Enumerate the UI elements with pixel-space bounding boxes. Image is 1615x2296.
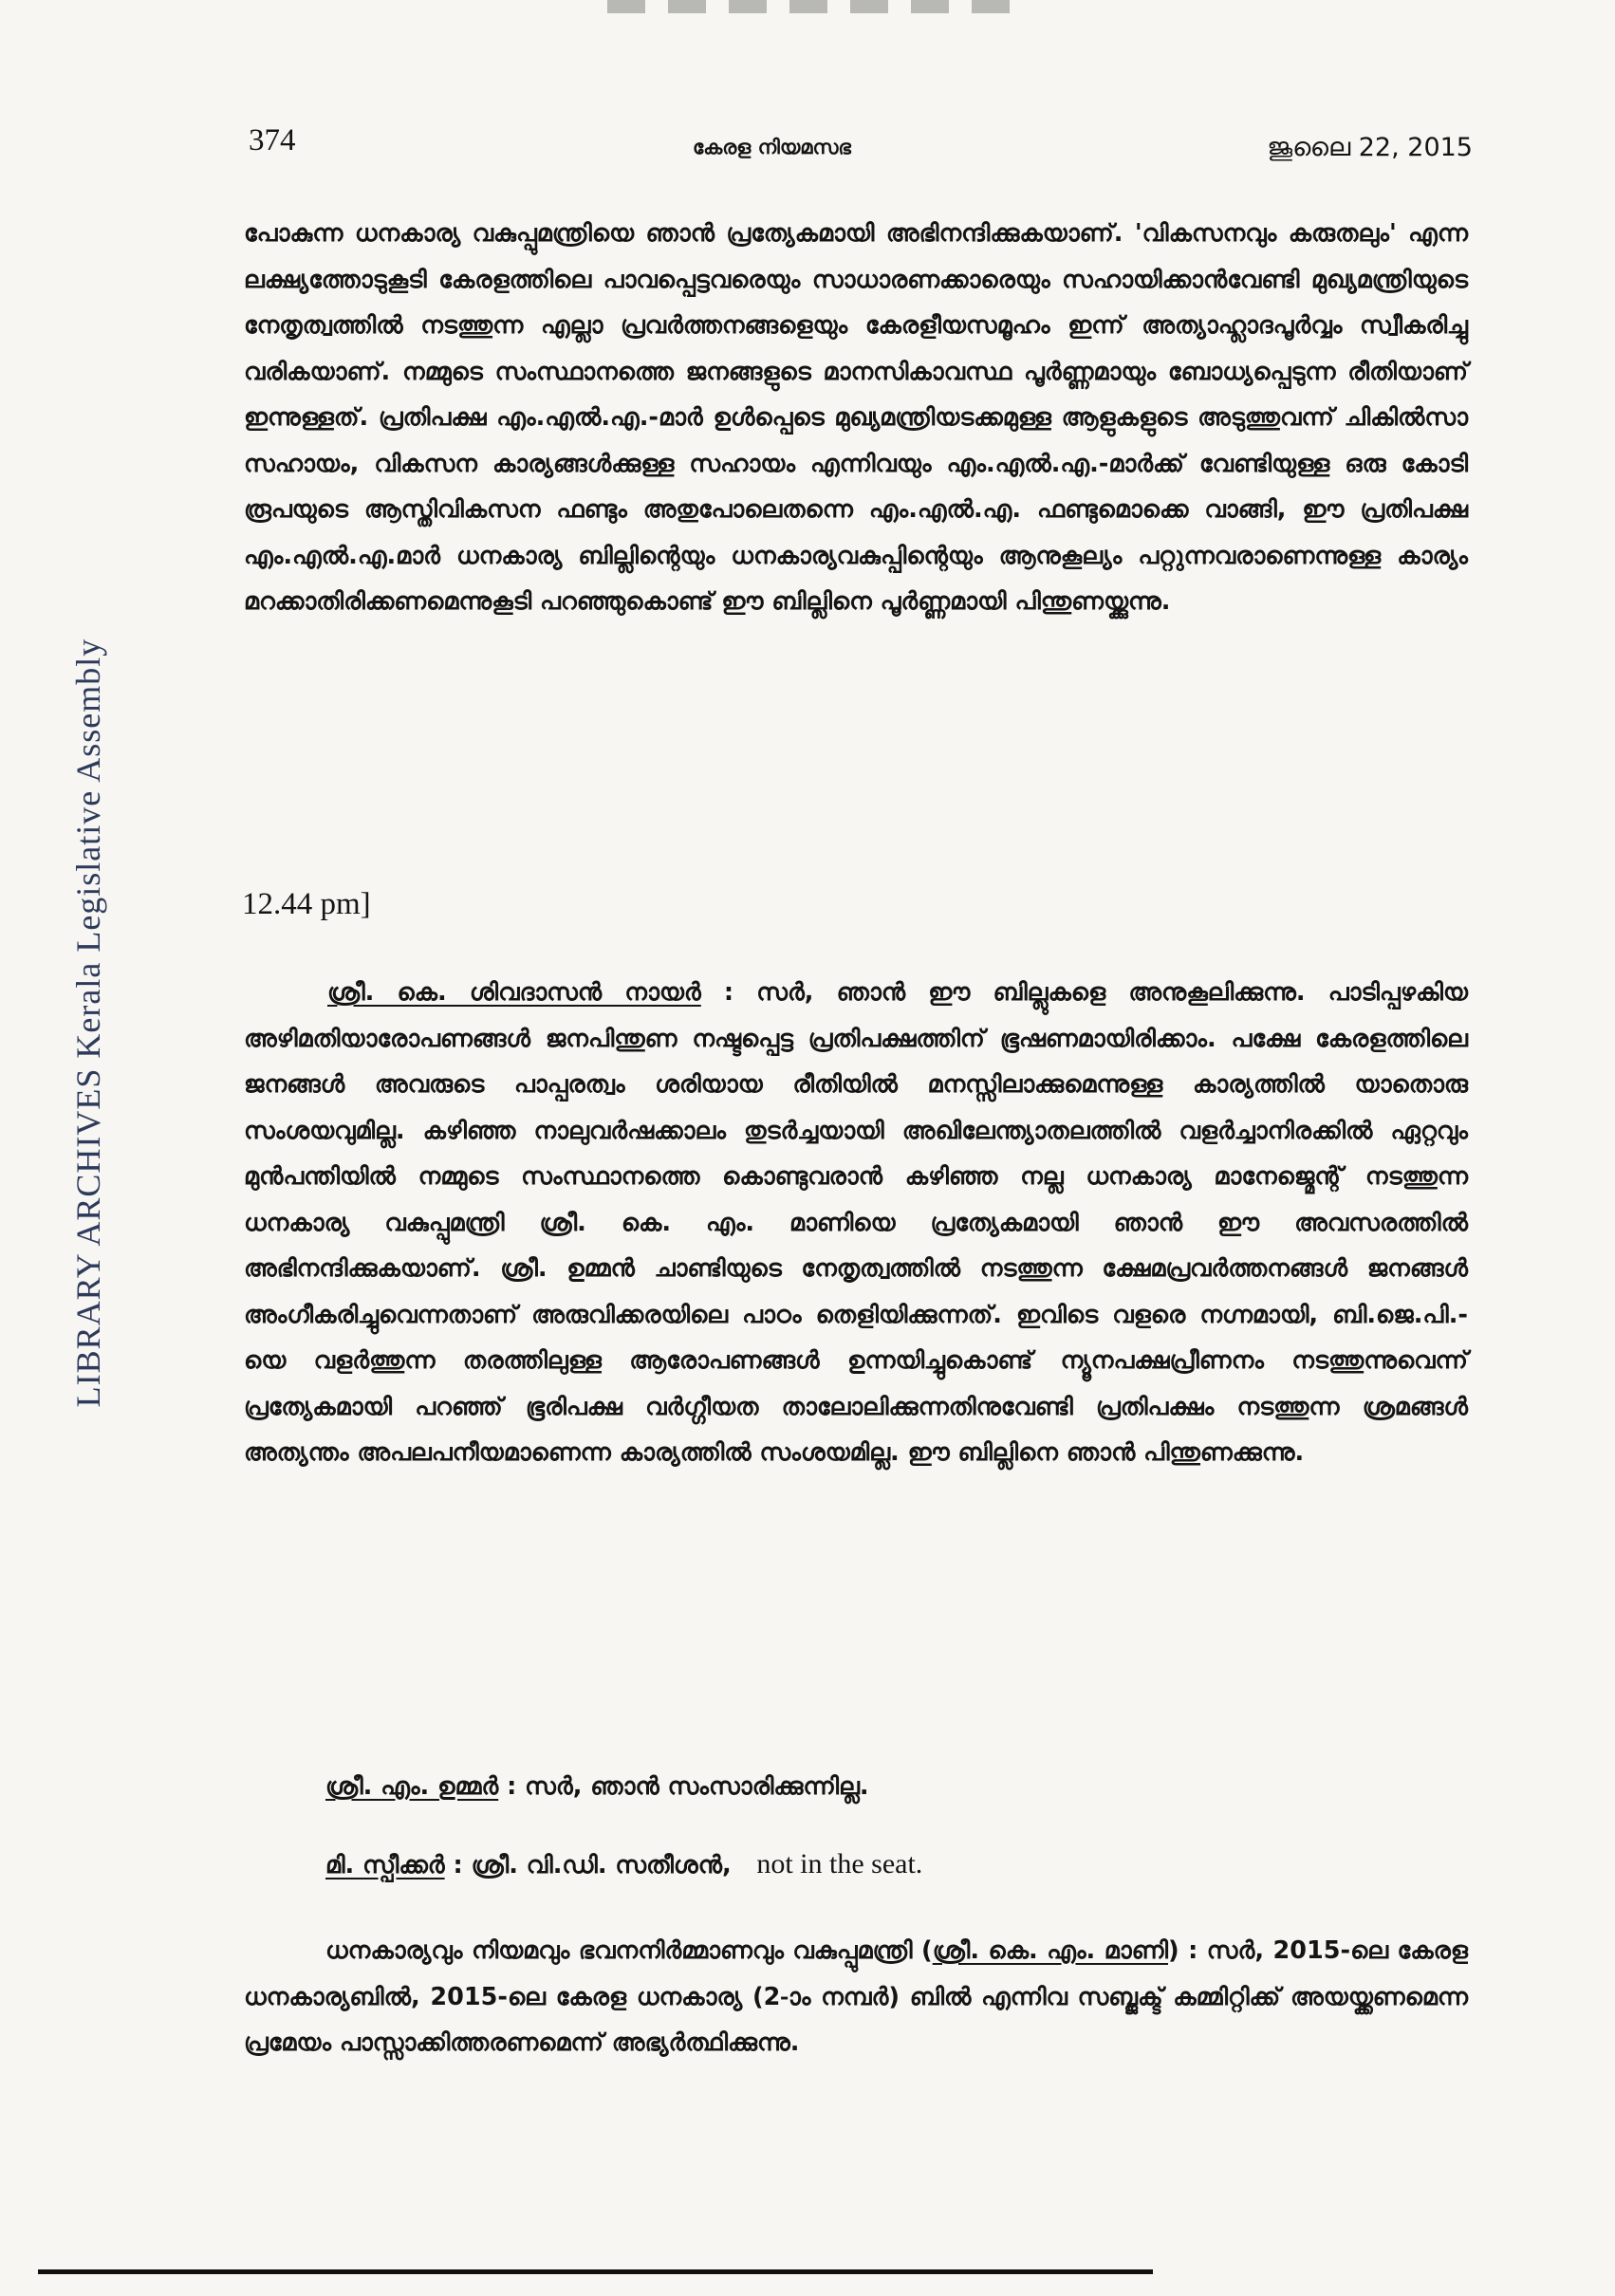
speaker-statement [325,1848,922,1880]
page-number: 374 [249,123,296,157]
speech-latin-text: not in the seat. [756,1848,923,1879]
speech-text: : ശ്രീ. വി.ഡി. സതീശൻ, [444,1851,732,1879]
speech-text: : സർ, ഞാൻ ഈ ബില്ലുകളെ അനുകൂലിക്കുന്നു. പാടിപ്പഴകിയ അഴിമതിയാരോപണങ്ങൾ ജനപിന്തുണ നഷ്ടപ്പെട്ട പ്രതിപക്ഷത്തിന് ഭൂഷണമായിരിക്കാം. പക്ഷേ കേരളത്തിലെ ജനങ്ങൾ അവരുടെ പാപ്പരത്വം ശരിയായ രീതിയിൽ മനസ്സിലാക്കുമെന്നുള്ള കാര്യത്തിൽ യാതൊരു സംശയവുമില്ല. കഴിഞ്ഞ നാലുവർഷക്കാലം തുടർച്ചയായി അഖിലേന്ത്യാതലത്തിൽ വളർച്ചാനിരക്കിൽ ഏറ്റവും മുൻപന്തിയിൽ നമ്മുടെ സംസ്ഥാനത്തെ കൊണ്ടുവരാൻ കഴിഞ്ഞ നല്ല ധനകാര്യ മാനേജ്മെന്റ് നടത്തുന്ന ധനകാര്യ വകുപ്പുമന്ത്രി ശ്രീ. കെ. എം. മാണിയെ പ്രത്യേകമായി ഞാൻ ഈ അവസരത്തിൽ അഭിനന്ദിക്കുകയാണ്. ശ്രീ. ഉമ്മൻ ചാണ്ടിയുടെ നേതൃത്വത്തിൽ നടത്തുന്ന ക്ഷേമപ്രവർത്തനങ്ങൾ ജനങ്ങൾ അംഗീകരിച്ചുവെന്നതാണ് അരുവിക്കരയിലെ പാഠം തെളിയിക്കുന്നത്. ഇവിടെ വളരെ നഗ്നമായി, ബി.ജെ.പി.-യെ വളർത്തുന്ന തരത്തിലുള്ള ആരോപണങ്ങൾ ഉന്നയിച്ചുകൊണ്ട് ന്യൂനപക്ഷപ്രീണനം നടത്തുന്നുവെന്ന് പ്രത്യേകമായി പറഞ്ഞ് ഭൂരിപക്ഷ വർഗ്ഗീയത താലോലിക്കുന്നതിനുവേണ്ടി പ്രതിപക്ഷം നടത്തുന്ന ശ്രമങ്ങൾ അത്യന്തം അപലപനീയമാണെന്ന കാര്യത്തിൽ സംശയമില്ല. ഈ ബില്ലിനെ ഞാൻ പിന്തുണക്കുന്നു. [244,978,1468,1467]
archive-stamp: LIBRARY ARCHIVES Kerala Legislative Assembly [69,638,107,1408]
speaker-name: മി. സ്പീക്കർ [325,1851,445,1879]
time-stamp: 12.44 pm] [242,887,371,921]
speaker-name: ശ്രീ. കെ. എം. മാണി [932,1936,1168,1965]
paragraph-1: പോകുന്ന ധനകാര്യ വകുപ്പുമന്ത്രിയെ ഞാൻ പ്രത്യേകമായി അഭിനന്ദിക്കുകയാണ്. 'വികസനവും കരുതലും' എന്ന ലക്ഷ്യത്തോടുകൂടി കേരളത്തിലെ പാവപ്പെട്ടവരെയും സാധാരണക്കാരെയും സഹായിക്കാൻവേണ്ടി മുഖ്യമന്ത്രിയുടെ നേതൃത്വത്തിൽ നടത്തുന്ന എല്ലാ പ്രവർത്തനങ്ങളെയും കേരളീയസമൂഹം ഇന്ന് അത്യാഹ്ലാദപൂർവ്വം സ്വീകരിച്ചു വരികയാണ്. നമ്മുടെ സംസ്ഥാനത്തെ ജനങ്ങളുടെ മാനസികാവസ്ഥ പൂർണ്ണമായും ബോധ്യപ്പെടുന്ന രീതിയാണ് ഇന്നുള്ളത്. പ്രതിപക്ഷ എം.എൽ.എ.-മാർ ഉൾപ്പെടെ മുഖ്യമന്ത്രിയടക്കമുള്ള ആളുകളുടെ അടുത്തുവന്ന് ചികിൽസാ സഹായം, വികസന കാര്യങ്ങൾക്കുള്ള സഹായം എന്നിവയും എം.എൽ.എ.-മാർക്ക് വേണ്ടിയുള്ള ഒരു കോടി രൂപയുടെ ആസ്തിവികസന ഫണ്ടും അതുപോലെതന്നെ എം.എൽ.എ. ഫണ്ടുമൊക്കെ വാങ്ങി, ഈ പ്രതിപക്ഷ എം.എൽ.എ.മാർ ധനകാര്യ ബില്ലിന്റെയും ധനകാര്യവകുപ്പിന്റെയും ആനുകൂല്യം പറ്റുന്നവരാണെന്നുള്ള കാര്യം മറക്കാതിരിക്കണമെന്നുകൂടി പറഞ്ഞുകൊണ്ട് ഈ ബില്ലിനെ പൂർണ്ണമായി പിന്തുണയ്ക്കുന്നു. [244,219,1468,616]
running-head: കേരള നിയമസഭ [693,136,851,158]
speaker-name: ശ്രീ. കെ. ശിവദാസൻ നായർ [327,978,701,1007]
bottom-rule [38,2269,1153,2274]
minister-title: ധനകാര്യവും നിയമവും ഭവനനിർമ്മാണവും വകുപ്പുമന്ത്രി ( [325,1936,933,1965]
umar-statement [325,1772,869,1802]
paragraph-3 [244,1928,1468,2066]
speech-text: ) : സർ, 2015-ലെ കേരള ധനകാര്യബിൽ, 2015-ലെ കേരള ധനകാര്യ (2-ാം നമ്പർ) ബിൽ എന്നിവ സബ്ജക്ട് കമ്മിറ്റിക്ക് അയയ്ക്കണമെന്ന പ്രമേയം പാസ്സാക്കിത്തരണമെന്ന് അഭ്യർത്ഥിക്കുന്നു. [244,1936,1468,2057]
page-date: ജൂലൈ 22, 2015 [1267,133,1473,162]
scan-smudge [607,0,1025,13]
paragraph-2 [244,970,1468,1476]
speech-text: : സർ, ഞാൻ സംസാരിക്കുന്നില്ല. [498,1772,869,1801]
speaker-name: ശ്രീ. എം. ഉമ്മർ [325,1772,499,1801]
